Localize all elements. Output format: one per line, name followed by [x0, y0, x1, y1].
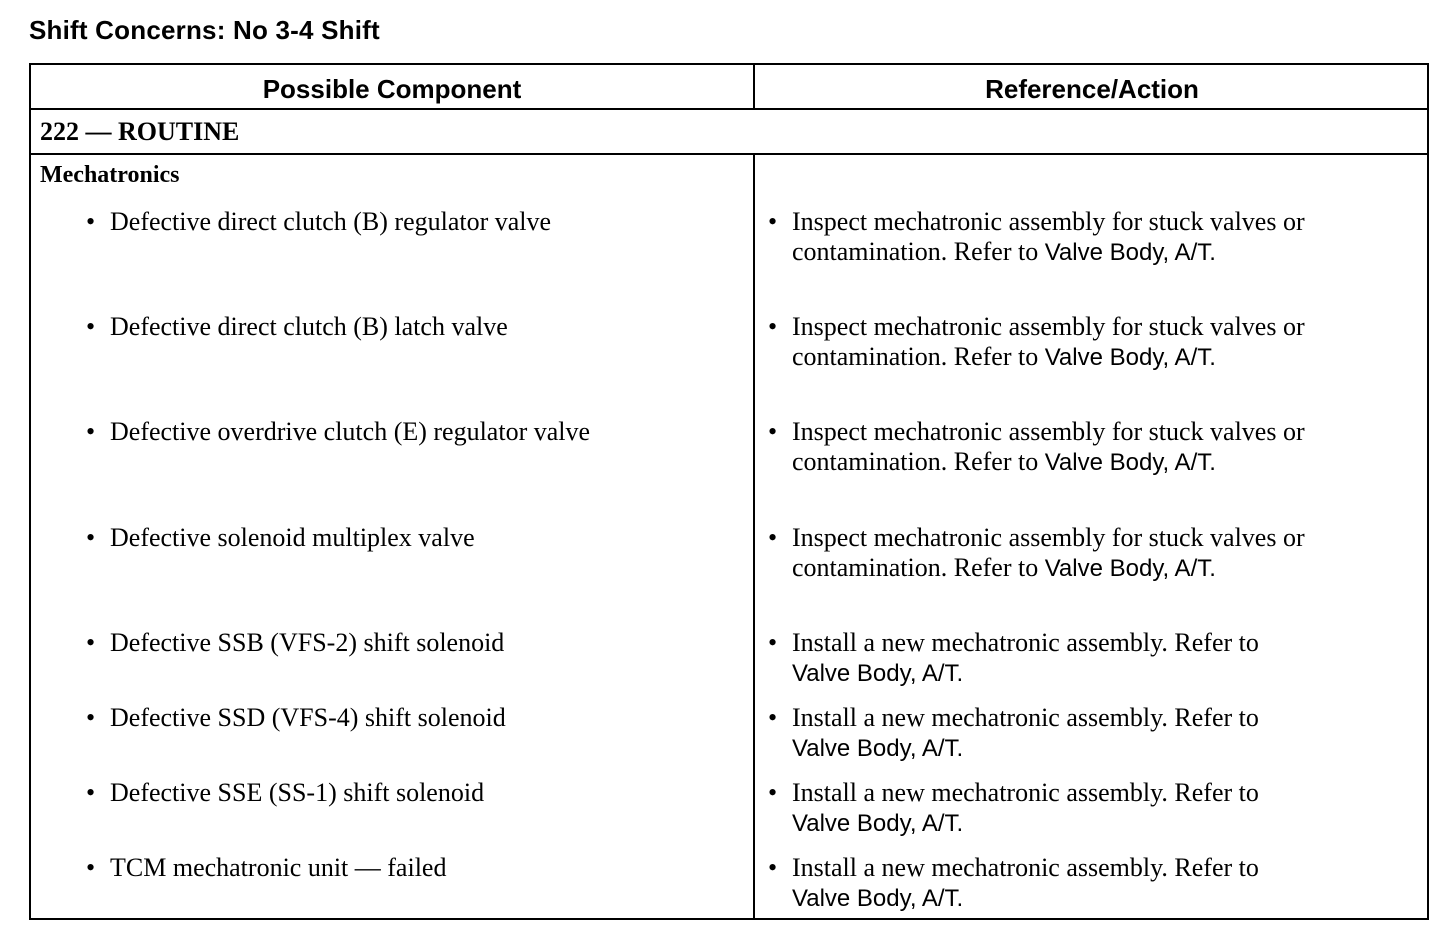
bullet: • [768, 417, 778, 446]
action-item [768, 312, 1368, 372]
action-item [768, 703, 1368, 763]
action-reference: Valve Body, A/T. [792, 735, 964, 762]
bullet: • [86, 207, 96, 236]
bullet: • [768, 523, 778, 552]
page-title: Shift Concerns: No 3-4 Shift [29, 15, 380, 45]
action-text: Install a new mechatronic assembly. Refer to [792, 703, 1259, 732]
bullet: • [768, 312, 778, 341]
action-item [768, 207, 1368, 267]
component-text: Defective overdrive clutch (E) regulator valve [110, 417, 591, 446]
bullet: • [768, 853, 778, 882]
action-reference: Valve Body, A/T. [1044, 239, 1216, 266]
component-text: TCM mechatronic unit — failed [110, 853, 447, 882]
bullet: • [768, 628, 778, 657]
action-text-cont: contamination. Refer to [792, 447, 1045, 476]
bullet: • [86, 628, 96, 657]
component-item [86, 312, 508, 342]
component-text: Defective solenoid multiplex valve [110, 523, 475, 552]
component-item [86, 417, 590, 447]
header-possible-component: Possible Component [262, 74, 522, 104]
component-text: Defective direct clutch (B) regulator valve [110, 207, 552, 236]
bullet: • [86, 417, 96, 446]
component-text: Defective direct clutch (B) latch valve [110, 312, 508, 341]
action-reference: Valve Body, A/T. [1044, 344, 1216, 371]
action-item [768, 778, 1368, 838]
bullet: • [86, 523, 96, 552]
column-divider-body [753, 155, 755, 918]
action-item [768, 417, 1368, 477]
action-item [768, 853, 1368, 913]
component-text: Defective SSD (VFS-4) shift solenoid [110, 703, 506, 732]
component-item [86, 778, 484, 808]
bullet: • [86, 778, 96, 807]
section-divider [31, 153, 1427, 155]
action-reference: Valve Body, A/T. [792, 660, 964, 687]
component-text: Defective SSE (SS-1) shift solenoid [110, 778, 485, 807]
component-item [86, 207, 551, 237]
action-text-cont: contamination. Refer to [792, 553, 1045, 582]
action-text-cont: contamination. Refer to [792, 237, 1045, 266]
action-reference: Valve Body, A/T. [1044, 449, 1216, 476]
bullet: • [86, 312, 96, 341]
action-item [768, 628, 1368, 688]
action-text: Install a new mechatronic assembly. Refer to [792, 853, 1259, 882]
action-reference: Valve Body, A/T. [792, 885, 964, 912]
bullet: • [768, 778, 778, 807]
diagnostic-table [29, 63, 1429, 920]
component-item [86, 523, 475, 553]
action-text: Install a new mechatronic assembly. Refer to [792, 628, 1259, 657]
action-text: Inspect mechatronic assembly for stuck valves or [792, 523, 1305, 552]
header-divider [31, 108, 1427, 110]
component-item [86, 703, 506, 733]
bullet: • [768, 703, 778, 732]
component-item [86, 853, 446, 883]
bullet: • [86, 703, 96, 732]
component-text: Defective SSB (VFS-2) shift solenoid [110, 628, 505, 657]
action-text-cont: contamination. Refer to [792, 342, 1045, 371]
action-text: Inspect mechatronic assembly for stuck valves or [792, 312, 1305, 341]
section-routine: 222 — ROUTINE [40, 117, 240, 146]
bullet: • [86, 853, 96, 882]
component-item [86, 628, 504, 658]
action-reference: Valve Body, A/T. [792, 810, 964, 837]
action-text: Inspect mechatronic assembly for stuck valves or [792, 207, 1305, 236]
group-mechatronics: Mechatronics [40, 162, 180, 188]
action-text: Inspect mechatronic assembly for stuck valves or [792, 417, 1305, 446]
action-item [768, 523, 1368, 583]
action-text: Install a new mechatronic assembly. Refer to [792, 778, 1259, 807]
header-reference-action: Reference/Action [985, 74, 1199, 104]
action-reference: Valve Body, A/T. [1044, 555, 1216, 582]
bullet: • [768, 207, 778, 236]
